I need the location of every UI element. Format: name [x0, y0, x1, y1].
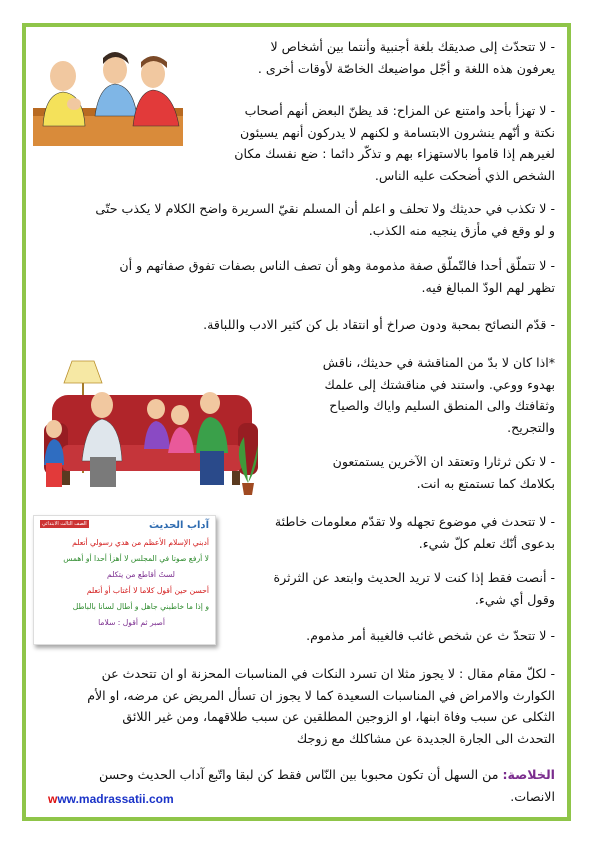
etiquette-poster	[33, 515, 216, 645]
paragraph-lying: - لا تكذب في حديثك ولا تحلف و اعلم أن المسلم نقيّ السريرة واضح الكلام لا يكذب حتّى و لو وقع في مأزق ينجيه منه الكذب.	[95, 201, 555, 238]
poster-line: أدبني الإسلام الأعظم من هدي رسولي أتعلم	[72, 538, 209, 547]
poster-badge: الصف الثالث الابتدائي	[42, 521, 87, 527]
poster-line: أصبر ثم أقول : سلاما	[98, 618, 165, 627]
paragraph-ignorance: - لا تتحدث في موضوع تجهله ولا تقدّم معلومات خاطئة بدعوى أنّك تعلم كلّ شيء.	[274, 514, 555, 551]
conclusion-text: من السهل أن تكون محبوبا بين النّاس فقط كن لبقا واتّبع آداب الحديث وحسن	[98, 767, 503, 782]
paragraph-flattery: - لا تتملّق أحدا فالتّملّق صفة مذمومة وهو أن تصف الناس بصفات تفوق صفاتهم و أن تظهر لهم الودّ المبالغ فيه.	[119, 258, 555, 295]
paragraph-occasion: - لكلّ مقام مقال : لا يجوز مثلا ان تسرد النكات في المناسبات المحزنة او ان تتحدث عن الكوارث والامراض في المناسبات السعيدة كما لا يجوز ان تسأل المريض عن مرضه، او الأم الثكلى عن سبب وفاة ابنها، او الزوجين المطلقين عن سبب طلاقهما، ومن غير اللائق التحدث الى الجارة الجديدة عن مشاكلك مع زوجك	[87, 666, 555, 746]
site-watermark[interactable]: www.madrassatii.com	[48, 792, 174, 806]
paragraph-backbiting: - لا تتحدّ ث عن شخص غائب فالغيبة أمر مذموم.	[306, 628, 555, 643]
paragraph-advice: - قدّم النصائح بمحبة ودون صراخ أو انتقاد بل كن كثير الادب واللباقة.	[203, 317, 555, 332]
conversation-illustration	[33, 36, 183, 146]
paragraph-discussion: *اذا كان لا بدّ من المناقشة في حديثك، ناقش بهدوء ووعي. واستند في مناقشتك إلى علمك وثقافتك والى المنطق السليم واياك والصياح والتجريح.	[322, 355, 555, 435]
paragraph-mockery: - لا تهزأ بأحد وامتنع عن المزاح: قد يظنّ البعض أنهم أصحاب نكتة و أنّهم ينشرون الابتسامة و لكنهم لا يدركون أنهم يسيئون لغيرهم إذا قاموا بالاستهزاء بهم و تذكّر دائما : ضع نفسك مكان الشخص الذي أضحكت عليه الناس.	[234, 103, 555, 183]
paragraph-chatter: - لا تكن ثرثارا وتعتقد ان الآخرين يستمتعون بكلامك كما تستمتع به انت.	[332, 454, 555, 491]
family-sofa-illustration	[32, 353, 260, 495]
poster-line: لستُ أقاطع من يتكلم	[107, 570, 175, 579]
poster-line: أحسن حين أقول كلاما لا أغتاب أو أتعلم	[86, 586, 209, 595]
paragraph-foreign-language: - لا تتحدّث إلى صديقك بلغة أجنبية وأنتما بين أشخاص لا يعرفون هذه اللغة و أجّل مواضيعك الخاصّة لأوقات أخرى .	[257, 39, 555, 76]
poster-title: آداب الحديث	[148, 520, 209, 531]
poster-line: لا أرفع صوتا في المجلس لا أهزأ أحدا أو أهمس	[63, 554, 209, 563]
conclusion-label: الخلاصة:	[502, 767, 555, 782]
conclusion-text-line2: الانصات.	[510, 788, 555, 804]
paragraph-listen: - أنصت فقط إذا كنت لا تريد الحديث وابتعد عن الثرثرة وقول أي شيء.	[273, 570, 555, 607]
poster-line: و إذا ما خاطبني جاهل و أطال لسانا بالباطل	[72, 602, 209, 611]
